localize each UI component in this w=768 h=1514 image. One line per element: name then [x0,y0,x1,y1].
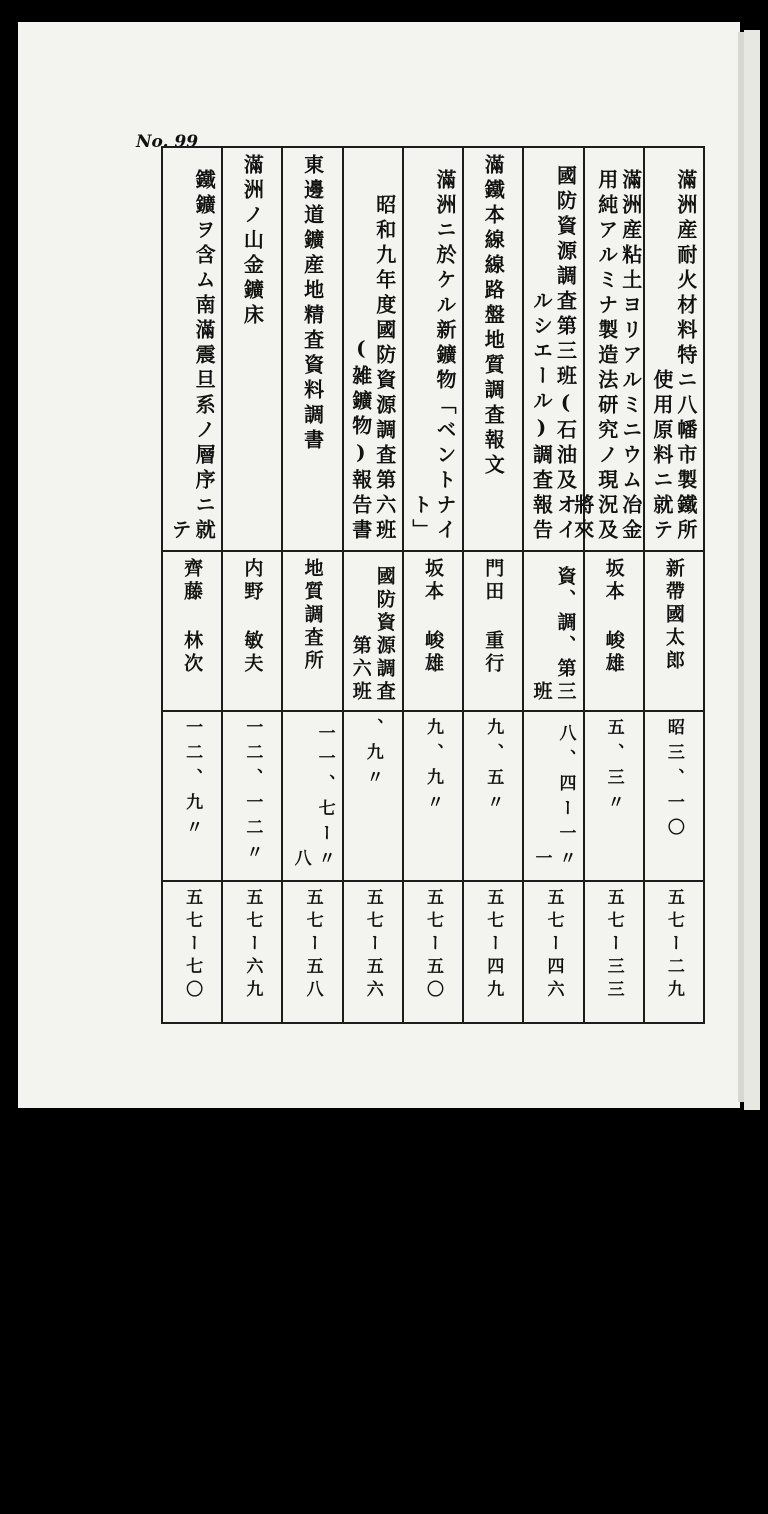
entry-date: 〃五、三 [603,718,624,818]
entry-title: 滿洲産粘土ヨリアルミニウム冶金用純アルミナ製造法研究ノ現況及將來 [570,169,643,544]
author-cell [403,551,463,711]
date-cell [644,711,704,881]
title-cell [403,147,463,551]
entry-title: 滿洲産耐火材料特ニ八幡市製鐵所使用原料ニ就テ [649,169,698,544]
entry-author: 内野 敏夫 [241,558,264,676]
entry-date: 〃一二、九 [182,718,203,843]
title-cell [523,147,583,551]
date-cell [523,711,583,881]
entry-title: 鐵鑛ヲ含ム南滿震旦系ノ層序ニ就テ [168,169,217,544]
author-cell [584,551,644,711]
number-cell [584,881,644,1023]
entry-date: 〃九、九 [423,718,444,818]
entry-number: 五七ー五八 [302,888,323,1003]
entry-title: 國防資源調査第三班(石油及オイルシエール)調査報告 [529,165,578,544]
number-cell [644,881,704,1023]
entry-date: 〃八、四ー一一 [531,724,576,874]
author-cell [644,551,704,711]
number-cell [463,881,523,1023]
date-cell [463,711,523,881]
page-number: No. 99 [136,132,199,152]
entry-date: 〃九、 [362,718,383,793]
entry-author: 地質調査所 [301,558,324,673]
title-cell [343,147,403,551]
number-cell [282,881,342,1023]
date-cell [162,711,222,881]
entry-author: 資、調、第三班 [530,566,577,704]
date-cell [343,711,403,881]
title-row [162,147,704,551]
entry-number: 五七ー四九 [483,888,504,1003]
entry-date: 昭三、一〇 [663,718,684,843]
author-cell [523,551,583,711]
entry-author: 國防資源調査第六班 [349,566,396,704]
title-cell [463,147,523,551]
entry-number: 五七ー六九 [242,888,263,1003]
entry-number: 五七ー五〇 [423,888,444,1003]
author-cell [222,551,282,711]
date-cell [222,711,282,881]
entry-number: 五七ー三三 [603,888,624,1003]
author-cell [343,551,403,711]
author-row [162,551,704,711]
author-cell [162,551,222,711]
number-row [162,881,704,1023]
date-cell [584,711,644,881]
entry-number: 五七ー二九 [663,888,684,1003]
title-cell [644,147,704,551]
entry-author: 門田 重行 [482,558,505,676]
date-cell [403,711,463,881]
entry-title: 滿洲ノ山金鑛床 [240,154,265,329]
entry-date: 〃一一、七ー八 [290,724,335,874]
number-cell [222,881,282,1023]
entry-author: 齊藤 林次 [181,558,204,676]
number-cell [343,881,403,1023]
number-cell [523,881,583,1023]
date-row [162,711,704,881]
entry-number: 五七ー五六 [362,888,383,1003]
catalog-table [161,146,705,1024]
entry-author: 坂本 峻雄 [422,558,445,676]
entry-title: 滿洲ニ於ケル新鑛物「ベントナイト」 [409,169,458,544]
number-cell [403,881,463,1023]
entry-title: 東邊道鑛産地精査資料調書 [300,154,325,454]
title-cell [222,147,282,551]
author-cell [282,551,342,711]
entry-author: 坂本 峻雄 [602,558,625,676]
entry-title: 昭和九年度國防資源調査第六班(雑鑛物)報告書 [348,194,397,544]
title-cell [570,147,644,551]
author-cell [463,551,523,711]
entry-title: 滿鐵本線線路盤地質調査報文 [481,154,506,479]
entry-number: 五七ー七〇 [182,888,203,1003]
title-cell [282,147,342,551]
number-cell [162,881,222,1023]
entry-date: 〃一二、一二 [242,718,263,868]
title-cell [162,147,222,551]
date-cell [282,711,342,881]
entry-author: 新帶國太郎 [662,558,685,673]
page-edge [744,30,760,1110]
entry-date: 〃九、五 [483,718,504,818]
entry-number: 五七ー四六 [543,888,564,1003]
